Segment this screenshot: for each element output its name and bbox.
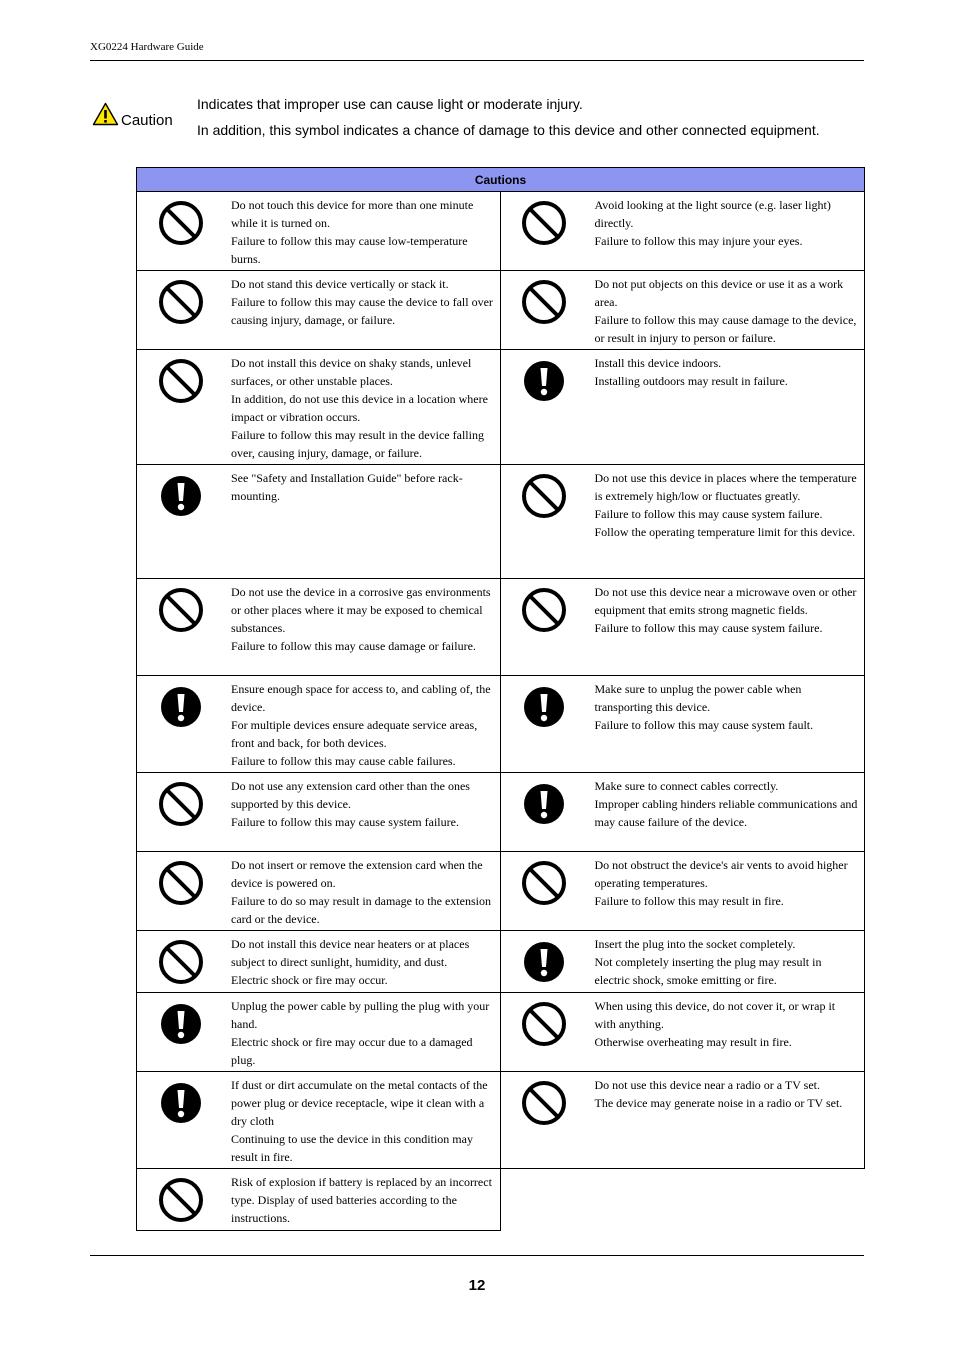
caution-text-cell (588, 852, 865, 931)
table-row (137, 676, 865, 773)
caution-text-cell (588, 773, 865, 852)
caution-text: Do not stand this device vertically or stack it. Failure to follow this may cause the device to fall over causing injury, damage, or failure. (231, 277, 493, 327)
mandatory-icon (137, 993, 224, 1047)
caution-text: Do not use this device in places where the temperature is extremely high/low or fluctuates greatly. Failure to follow this may cause system failure. Follow the operating temperature limit for this device. (594, 471, 857, 539)
caution-text-cell (588, 993, 865, 1072)
caution-legend (92, 96, 872, 146)
caution-text: Avoid looking at the light source (e.g. laser light) directly. Failure to follow this may injure your eyes. (594, 198, 831, 248)
table-row (137, 993, 865, 1072)
caution-icon-cell (137, 465, 225, 579)
caution-text: Risk of explosion if battery is replaced by an incorrect type. Display of used batteries according to the instructions. (231, 1175, 492, 1225)
caution-icon-cell (500, 931, 588, 993)
caution-text-cell (588, 931, 865, 993)
prohibition-icon (137, 192, 224, 246)
caution-text: Do not install this device near heaters or at places subject to direct sunlight, humidity, and dust. Electric shock or fire may occur. (231, 937, 470, 987)
warning-triangle-icon (92, 102, 119, 126)
caution-icon-cell (137, 350, 225, 465)
table-row (137, 271, 865, 350)
caution-text-cell (224, 676, 500, 773)
prohibition-icon (501, 852, 588, 906)
table-body (137, 192, 865, 1231)
caution-text: Make sure to connect cables correctly. Improper cabling hinders reliable communications and may cause failure of the device. (594, 779, 858, 829)
caution-icon-cell (500, 465, 588, 579)
prohibition-icon (137, 773, 224, 827)
caution-icon-cell (137, 1072, 225, 1169)
caution-symbol (92, 102, 192, 128)
caution-label: Caution (121, 112, 173, 129)
caution-icon-cell (500, 350, 588, 465)
caution-text: Do not touch this device for more than one minute while it is turned on. Failure to follow this may cause low-temperature burns. (231, 198, 474, 266)
caution-icon-cell (137, 579, 225, 676)
mandatory-icon (501, 350, 588, 404)
caution-icon-cell (137, 931, 225, 993)
caution-text: Do not obstruct the device's air vents to avoid higher operating temperatures. Failure to follow this may result in fire. (594, 858, 848, 908)
mandatory-icon (501, 931, 588, 985)
prohibition-icon (501, 579, 588, 633)
caution-text-cell (588, 1072, 865, 1169)
mandatory-icon (137, 1072, 224, 1126)
prohibition-icon (137, 271, 224, 325)
caution-icon-cell (137, 993, 225, 1072)
caution-icon-cell (137, 773, 225, 852)
caution-text: Do not install this device on shaky stands, unlevel surfaces, or other unstable places. In addition, do not use this device in a location where impact or vibration occurs. Failure to follow this may result in the device falling over, causing injury, damage, or failure. (231, 356, 488, 460)
caution-icon-cell (137, 676, 225, 773)
caution-text-cell (588, 192, 865, 271)
caution-icon-cell (500, 579, 588, 676)
prohibition-icon (501, 465, 588, 519)
table-row (137, 773, 865, 852)
table-row (137, 579, 865, 676)
caution-icon-cell (137, 192, 225, 271)
table-row (137, 1169, 865, 1231)
caution-text: Unplug the power cable by pulling the plug with your hand. Electric shock or fire may occur due to a damaged plug. (231, 999, 490, 1067)
caution-text-cell (588, 350, 865, 465)
prohibition-icon (501, 1072, 588, 1126)
caution-text: Do not insert or remove the extension card when the device is powered on. Failure to do so may result in damage to the extension card or the device. (231, 858, 491, 926)
table-row (137, 465, 865, 579)
caution-text-cell (224, 852, 500, 931)
caution-text-cell (224, 271, 500, 350)
caution-text-cell (224, 350, 500, 465)
caution-text-cell (224, 1169, 500, 1231)
caution-text: When using this device, do not cover it, or wrap it with anything. Otherwise overheating may result in fire. (594, 999, 836, 1049)
caution-text-cell (224, 192, 500, 271)
caution-icon-cell (500, 676, 588, 773)
caution-icon-cell (500, 192, 588, 271)
prohibition-icon (501, 271, 588, 325)
mandatory-icon (137, 676, 224, 730)
caution-text: Do not put objects on this device or use it as a work area. Failure to follow this may cause damage to the device, or result in injury to person or failure. (594, 277, 857, 345)
caution-icon-cell (500, 1072, 588, 1169)
caution-icon-cell (500, 271, 588, 350)
prohibition-icon (137, 852, 224, 906)
page-number: 12 (468, 1277, 486, 1294)
table-title: Cautions (137, 168, 865, 192)
prohibition-icon (137, 350, 224, 404)
prohibition-icon (137, 931, 224, 985)
table-row (137, 350, 865, 465)
caution-icon-cell (500, 993, 588, 1072)
prohibition-icon (137, 579, 224, 633)
caution-icon-cell (500, 773, 588, 852)
mandatory-icon (501, 676, 588, 730)
prohibition-icon (501, 192, 588, 246)
caution-text-cell (588, 465, 865, 579)
caution-icon-cell (137, 271, 225, 350)
prohibition-icon (501, 993, 588, 1047)
caution-text-cell (588, 271, 865, 350)
caution-text-cell (224, 465, 500, 579)
caution-text: Do not use this device near a radio or a TV set. The device may generate noise in a radio or TV set. (594, 1078, 843, 1110)
caution-icon-cell (137, 1169, 225, 1231)
table-row (137, 192, 865, 271)
caution-text-cell (224, 931, 500, 993)
prohibition-icon (137, 1169, 224, 1223)
caution-text: See "Safety and Installation Guide" before rack-mounting. (231, 471, 463, 503)
caution-icon-cell (137, 852, 225, 931)
caution-text-cell (588, 579, 865, 676)
caution-icon-cell (500, 852, 588, 931)
page-header (90, 41, 864, 61)
caution-description-line-1: Indicates that improper use can cause light or moderate injury. (197, 96, 583, 112)
caution-text-cell (224, 579, 500, 676)
caution-text: Ensure enough space for access to, and cabling of, the device. For multiple devices ensure adequate service areas, front and back, for both devices. Failure to follow this may cause cable failures. (231, 682, 491, 768)
mandatory-icon (137, 465, 224, 519)
cautions-table (136, 167, 865, 1231)
footer-divider (90, 1255, 864, 1256)
caution-description-line-2: In addition, this symbol indicates a chance of damage to this device and other connected equipment. (197, 122, 820, 138)
caution-text: Do not use the device in a corrosive gas environments or other places where it may be exposed to chemical substances. Failure to follow this may cause damage or failure. (231, 585, 491, 653)
caution-text-cell (224, 773, 500, 852)
caution-text: Install this device indoors. Installing outdoors may result in failure. (594, 356, 788, 388)
mandatory-icon (501, 773, 588, 827)
caution-text: Make sure to unplug the power cable when transporting this device. Failure to follow this may cause system fault. (594, 682, 814, 732)
caution-text: Do not use any extension card other than the ones supported by this device. Failure to follow this may cause system failure. (231, 779, 470, 829)
table-row (137, 852, 865, 931)
table-header-row (137, 168, 865, 192)
caution-text-cell (588, 676, 865, 773)
caution-text: Insert the plug into the socket completely. Not completely inserting the plug may result in electric shock, smoke emitting or fire. (594, 937, 822, 987)
empty-cell (500, 1169, 865, 1231)
table-row (137, 931, 865, 993)
table-row (137, 1072, 865, 1169)
caution-text-cell (224, 993, 500, 1072)
caution-text: Do not use this device near a microwave oven or other equipment that emits strong magnetic fields. Failure to follow this may cause system failure. (594, 585, 857, 635)
caution-text: If dust or dirt accumulate on the metal contacts of the power plug or device receptacle, wipe it clean with a dry cloth Continuing to use the device in this condition may result in fire. (231, 1078, 488, 1164)
header-title: XG0224 Hardware Guide (90, 41, 204, 53)
caution-text-cell (224, 1072, 500, 1169)
